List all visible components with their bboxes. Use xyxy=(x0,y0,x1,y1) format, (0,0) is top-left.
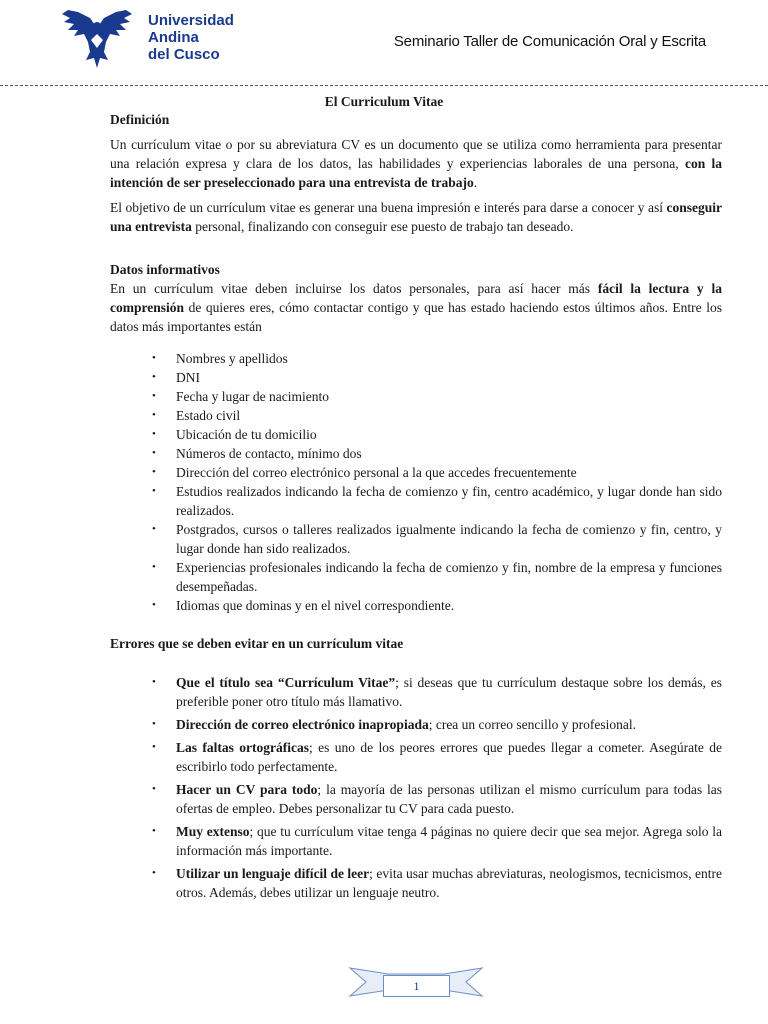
text-run: ; la mayoría de las personas utilizan el mismo currículum para todas las ofertas de empleo. Debes personalizar tu CV para cada puesto. xyxy=(176,782,722,816)
definition-paragraph xyxy=(110,135,722,192)
list-item: • DNI xyxy=(110,368,722,387)
section-heading-datos: Datos informativos xyxy=(110,262,220,277)
section-heading-definicion: Definición xyxy=(110,112,170,127)
bold-text-run: Muy extenso xyxy=(176,824,250,839)
university-name-line: Universidad xyxy=(148,12,234,29)
datos-list xyxy=(110,349,722,615)
errores-list xyxy=(110,673,722,902)
university-name-line: Andina xyxy=(148,29,199,46)
seminar-title: Seminario Taller de Comunicación Oral y Escrita xyxy=(393,33,706,50)
list-item: • Idiomas que dominas y en el nivel correspondiente. xyxy=(110,596,722,615)
list-item xyxy=(110,715,722,734)
list-item xyxy=(110,780,722,818)
text-run: ; crea un correo sencillo y profesional. xyxy=(428,717,636,732)
list-item xyxy=(110,738,722,776)
list-item: • Dirección del correo electrónico personal a la que accedes frecuentemente xyxy=(110,463,722,482)
datos-paragraph xyxy=(110,279,722,336)
text-run: ; que tu currículum vitae tenga 4 páginas no quiere decir que sea mejor. Agrega solo la información más importante. xyxy=(176,824,722,858)
list-item: • Nombres y apellidos xyxy=(110,349,722,368)
objective-paragraph xyxy=(110,198,722,236)
bold-text-run: con la intención de ser preseleccionado para una entrevista de trabajo xyxy=(110,156,722,190)
text-run: de quieres eres, cómo contactar contigo y que has estado haciendo estos últimos años. Entre los datos más importantes están xyxy=(110,300,722,334)
text-run: ; es uno de los peores errores que puedes llegar a cometer. Asegúrate de escribirlo todo perfectamente. xyxy=(176,740,722,774)
bold-text-run: Que el título sea “Currículum Vitae” xyxy=(176,675,396,690)
text-run: En un currículum vitae deben incluirse los xyxy=(110,281,373,296)
section-heading-errores: Errores que se deben evitar en un currículum vitae xyxy=(110,636,404,651)
text-run: El objetivo de un currículum vitae es generar una buena impresión e interés para darse a conocer y así xyxy=(110,200,667,215)
text-run: personal, finalizando con conseguir ese puesto de trabajo tan deseado. xyxy=(191,219,574,234)
bold-text-run: Utilizar un lenguaje difícil de leer xyxy=(176,866,370,881)
list-item: • Estado civil xyxy=(110,406,722,425)
list-item xyxy=(110,822,722,860)
eagle-logo-icon xyxy=(60,8,134,70)
document-body xyxy=(110,110,722,906)
bold-text-run: Hacer un CV para todo xyxy=(176,782,318,797)
university-name-line: del Cusco xyxy=(148,46,220,63)
list-item: • Fecha y lugar de nacimiento xyxy=(110,387,722,406)
university-name xyxy=(148,12,234,63)
bold-text-run: fácil la lectura y la comprensión xyxy=(110,281,722,315)
text-run: ; evita usar muchas abreviaturas, neologismos, tecnicismos, entre otros. Además, debes utilizar un lenguaje neutro. xyxy=(176,866,722,900)
text-run: ; si deseas que tu currículum destaque sobre los demás, es preferible poner otro título más llamativo. xyxy=(176,675,722,709)
list-item: • Postgrados, cursos o talleres realizados igualmente indicando la fecha de comienzo y fin, centro, y lugar donde han sido realizados. xyxy=(110,520,722,558)
list-item xyxy=(110,673,722,711)
page-header xyxy=(0,0,768,86)
list-item xyxy=(110,864,722,902)
header-divider xyxy=(0,85,768,86)
text-run: Un currículum vitae o por su abreviatura CV es un documento que se utiliza como herramienta para presentar una relación expresa y clara de los datos, las habilidades y experiencias laborales de una persona, xyxy=(110,137,722,171)
list-item: • Estudios realizados indicando la fecha de comienzo y fin, centro académico, y lugar donde han sido realizados. xyxy=(110,482,722,520)
list-item: • Experiencias profesionales indicando la fecha de comienzo y fin, nombre de la empresa y funciones desempeñadas. xyxy=(110,558,722,596)
document-title: El Curriculum Vitae xyxy=(324,94,444,109)
bold-text-run: Las faltas ortográficas xyxy=(176,740,309,755)
text-run: datos personales xyxy=(373,281,467,296)
page-number: 1 xyxy=(383,975,450,997)
list-item: • Ubicación de tu domicilio xyxy=(110,425,722,444)
bold-text-run: Dirección de correo electrónico inapropiada xyxy=(176,717,429,732)
text-run: , para así hacer más xyxy=(466,281,598,296)
list-item: • Números de contacto, mínimo dos xyxy=(110,444,722,463)
text-run: . xyxy=(473,175,478,190)
bold-text-run: conseguir una entrevista xyxy=(110,200,722,234)
